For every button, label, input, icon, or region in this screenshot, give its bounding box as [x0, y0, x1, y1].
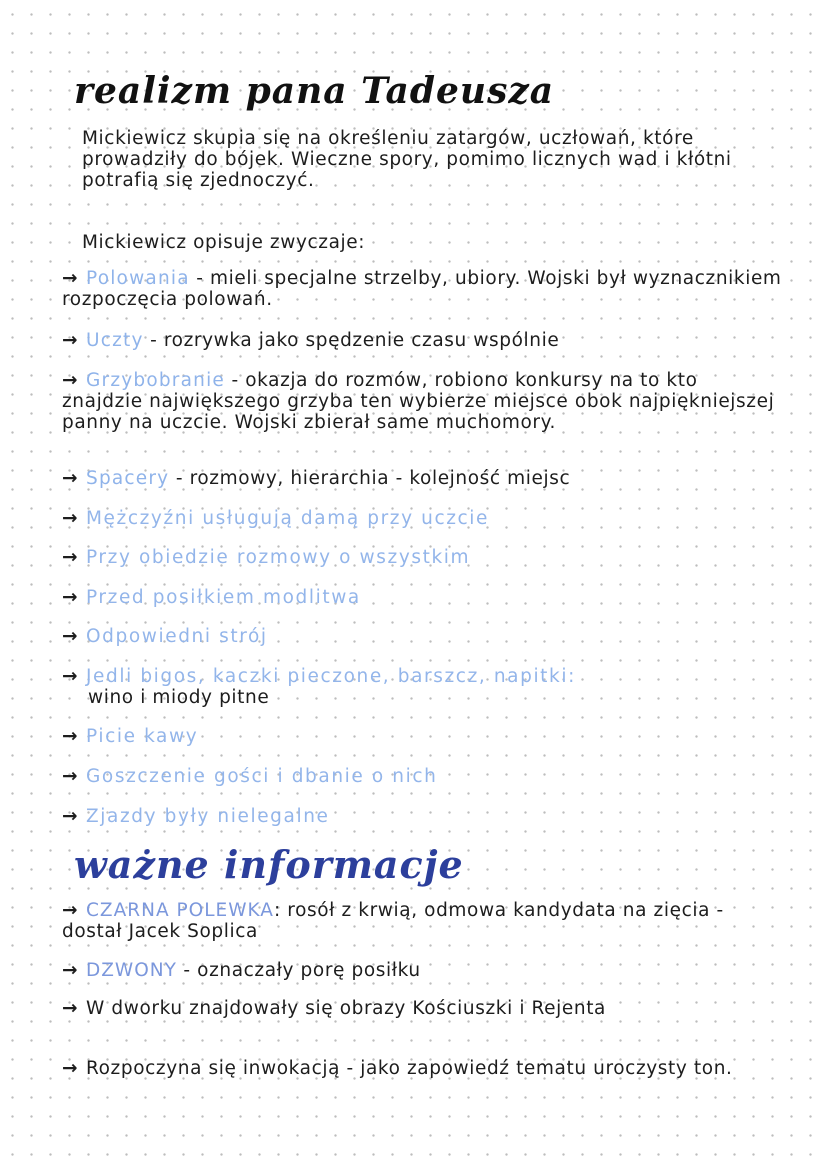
custom-text: - okazja do rozmów, robiono konkursy na to kto znajdzie największego grzyba ten wybierze miejsce obok najpiękniejszej panny na uczcie. Wojski zbierał same muchomory. — [62, 370, 775, 433]
custom-full-text: Odpowiedni strój — [86, 626, 268, 647]
arrow-icon: → — [62, 468, 79, 489]
custom-text: - rozrywka jako spędzenie czasu wspólnie — [150, 330, 560, 351]
custom-item-full — [62, 626, 782, 647]
arrow-icon: → — [62, 900, 79, 921]
custom-item-uczty — [62, 330, 782, 351]
custom-full-text: Zjazdy były nielegalne — [86, 806, 330, 827]
custom-item-full — [62, 806, 782, 827]
info-text: - oznaczały porę posiłku — [183, 960, 421, 981]
arrow-icon: → — [62, 806, 79, 827]
arrow-icon: → — [62, 508, 79, 529]
arrow-icon: → — [62, 587, 79, 608]
info-item-dzwony — [62, 960, 782, 981]
custom-keyword: Grzybobranie — [86, 370, 225, 391]
info-keyword: CZARNA POLEWKA — [86, 900, 274, 921]
custom-keyword: Polowania — [86, 268, 190, 289]
arrow-icon: → — [62, 726, 79, 747]
info-text: : rosół z krwią, odmowa kandydata na zięcia - dostał Jacek Soplica — [62, 900, 724, 942]
customs-heading: Mickiewicz opisuje zwyczaje: — [82, 232, 366, 253]
info-keyword: DZWONY — [86, 960, 177, 981]
custom-item-food — [62, 666, 782, 708]
info-item-czarna-polewka — [62, 900, 782, 942]
arrow-icon: → — [62, 330, 79, 351]
custom-keyword: Jedli bigos, kaczki pieczone, barszcz, napitki: — [86, 666, 576, 687]
custom-item-grzybobranie — [62, 370, 782, 433]
info-item-inwokacja — [62, 1058, 782, 1079]
custom-text: - rozmowy, hierarchia - kolejność miejsc — [175, 468, 571, 489]
info-text: W dworku znajdowały się obrazy Kościuszki i Rejenta — [86, 998, 606, 1019]
arrow-icon: → — [62, 960, 79, 981]
arrow-icon: → — [62, 766, 79, 787]
custom-item-full — [62, 547, 782, 568]
arrow-icon: → — [62, 268, 79, 289]
arrow-icon: → — [62, 626, 79, 647]
arrow-icon: → — [62, 1058, 79, 1079]
custom-full-text: Przy obiedzie rozmowy o wszystkim — [86, 547, 471, 568]
arrow-icon: → — [62, 547, 79, 568]
arrow-icon: → — [62, 370, 79, 391]
info-item-dworek — [62, 998, 782, 1019]
custom-item-spacery — [62, 468, 782, 489]
custom-keyword: Spacery — [86, 468, 170, 489]
custom-full-text: Goszczenie gości i dbanie o nich — [86, 766, 438, 787]
custom-full-text: Przed posiłkiem modlitwa — [86, 587, 361, 608]
custom-full-text: Mężczyźni usługują damą przy uczcie — [86, 508, 490, 529]
info-text: Rozpoczyna się inwokacją - jako zapowiedź tematu uroczysty ton. — [86, 1058, 733, 1079]
custom-item-polowania — [62, 268, 782, 310]
intro-paragraph: Mickiewicz skupia się na określeniu zatargów, uczłowań, które prowadziły do bójek. Wieczne spory, pomimo licznych wad i kłótni potrafią się zjednoczyć. — [82, 128, 732, 191]
custom-text: - mieli specjalne strzelby, ubiory. Wojski był wyznacznikiem rozpoczęcia polowań. — [62, 268, 782, 310]
custom-full-text: Picie kawy — [86, 726, 199, 747]
custom-item-full — [62, 587, 782, 608]
arrow-icon: → — [62, 666, 79, 687]
title-important-info: ważne informacje — [74, 842, 464, 887]
title-realism: realizm pana Tadeusza — [74, 70, 555, 112]
custom-item-full — [62, 508, 782, 529]
arrow-icon: → — [62, 998, 79, 1019]
custom-item-full — [62, 726, 782, 747]
custom-text: wino i miody pitne — [88, 687, 270, 708]
custom-item-full — [62, 766, 782, 787]
custom-keyword: Uczty — [86, 330, 144, 351]
